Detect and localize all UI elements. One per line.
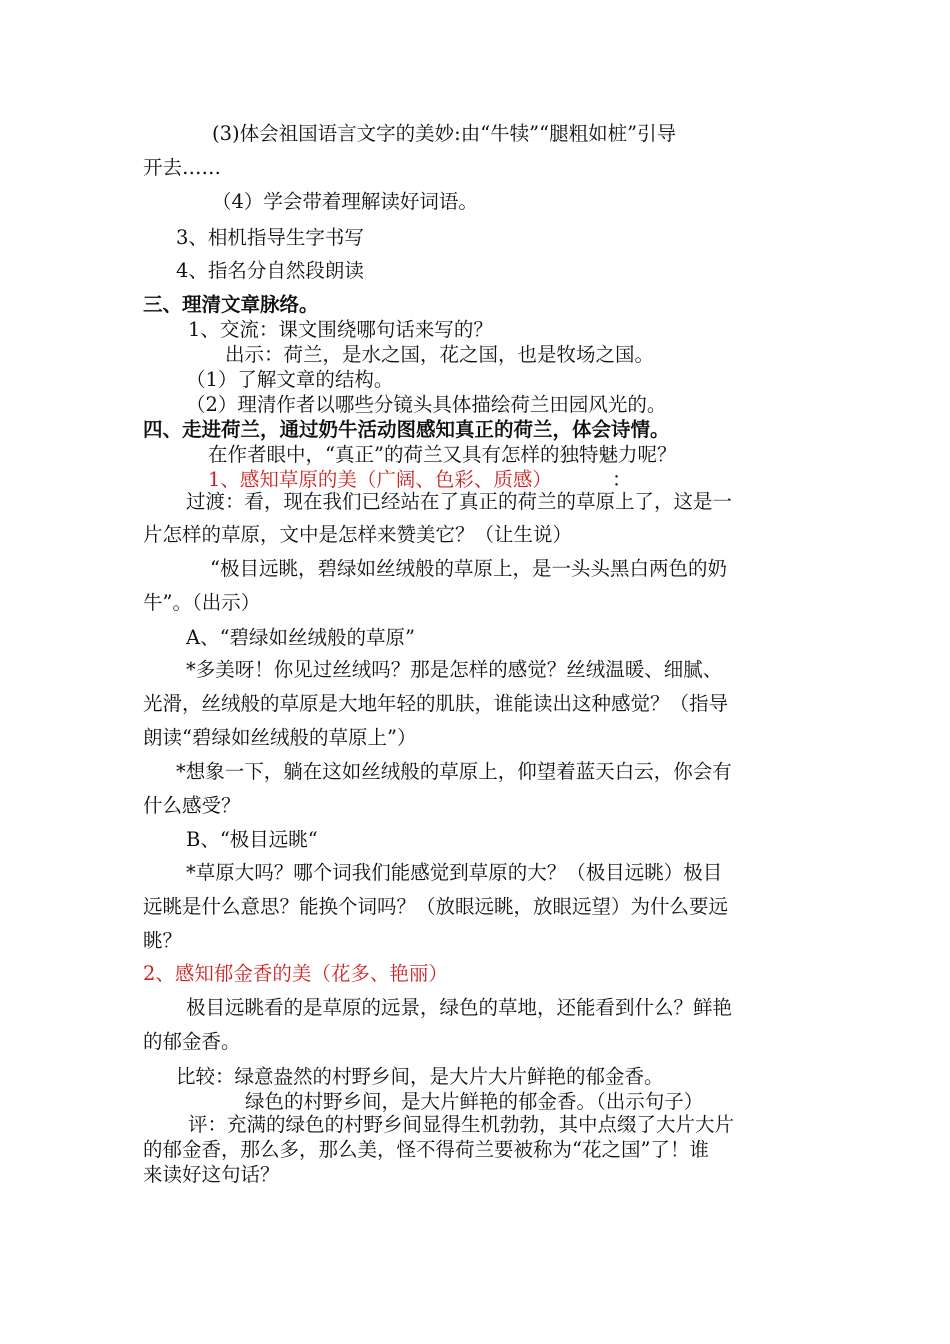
section-heading: 三、理清文章脉络。 (143, 293, 319, 316)
text-line: “极目远眺，碧绿如丝绒般的草原上，是一头头黑白两色的奶 (210, 557, 727, 580)
text-line: （1）了解文章的结构。 (186, 368, 394, 391)
text-line: 极目远眺看的是草原的远景，绿色的草地，还能看到什么？鲜艳 (186, 996, 733, 1019)
text-line: (3)体会祖国语言文字的美妙:由“牛犊”“腿粗如桩”引导 (212, 122, 677, 145)
text-line: （2）理清作者以哪些分镜头具体描绘荷兰田园风光的。 (186, 393, 667, 416)
text-line: 1、交流：课文围绕哪句话来写的？ (188, 318, 493, 341)
text-line: 牛”。（出示） (143, 591, 261, 614)
text-line: ： (612, 468, 632, 491)
text-line: 远眺是什么意思？能换个词吗？（放眼远眺，放眼远望）为什么要远 (143, 895, 729, 918)
text-line: 开去…… (143, 156, 222, 179)
section-heading: 四、走进荷兰，通过奶牛活动图感知真正的荷兰，体会诗情。 (143, 418, 670, 441)
text-line: 评：充满的绿色的村野乡间显得生机勃勃，其中点缀了大片大片 (188, 1113, 735, 1136)
text-line: （4）学会带着理解读好词语。 (212, 190, 478, 213)
text-line: 出示：荷兰，是水之国，花之国，也是牧场之国。 (225, 343, 655, 366)
text-line: B、“极目远眺“ (186, 828, 318, 851)
text-line: 来读好这句话？ (143, 1163, 280, 1186)
sub-heading-red: 1、感知草原的美（广阔、色彩、质感） (208, 468, 552, 491)
text-line: 比较：绿意盎然的村野乡间，是大片大片鲜艳的郁金香。 (176, 1065, 664, 1088)
text-line: *草原大吗？哪个词我们能感觉到草原的大？（极目远眺）极目 (186, 861, 723, 884)
text-line: 绿色的村野乡间，是大片鲜艳的郁金香。（出示句子） (245, 1090, 704, 1113)
text-line: *想象一下，躺在这如丝绒般的草原上，仰望着蓝天白云，你会有 (176, 760, 732, 783)
text-line: 朗读“碧绿如丝绒般的草原上”） (143, 726, 417, 749)
text-line: A、“碧绿如丝绒般的草原” (186, 626, 416, 649)
text-line: 的郁金香，那么多，那么美，怪不得荷兰要被称为“花之国”了！谁 (143, 1138, 709, 1161)
text-line: *多美呀！你见过丝绒吗？那是怎样的感觉？丝绒温暖、细腻、 (186, 658, 723, 681)
text-line: 光滑，丝绒般的草原是大地年轻的肌肤，谁能读出这种感觉？（指导 (143, 692, 729, 715)
text-line: 在作者眼中，“真正”的荷兰又具有怎样的独特魅力呢？ (208, 443, 677, 466)
text-line: 过渡：看，现在我们已经站在了真正的荷兰的草原上了，这是一 (186, 490, 733, 513)
text-line: 4、指名分自然段朗读 (176, 259, 364, 282)
text-line: 眺？ (143, 929, 183, 952)
text-line: 片怎样的草原，文中是怎样来赞美它？（让生说） (143, 523, 573, 546)
text-line: 的郁金香。 (143, 1030, 241, 1053)
text-line: 什么感受？ (143, 794, 241, 817)
text-line: 3、相机指导生字书写 (176, 226, 364, 249)
sub-heading-red: 2、感知郁金香的美（花多、艳丽） (143, 962, 448, 985)
